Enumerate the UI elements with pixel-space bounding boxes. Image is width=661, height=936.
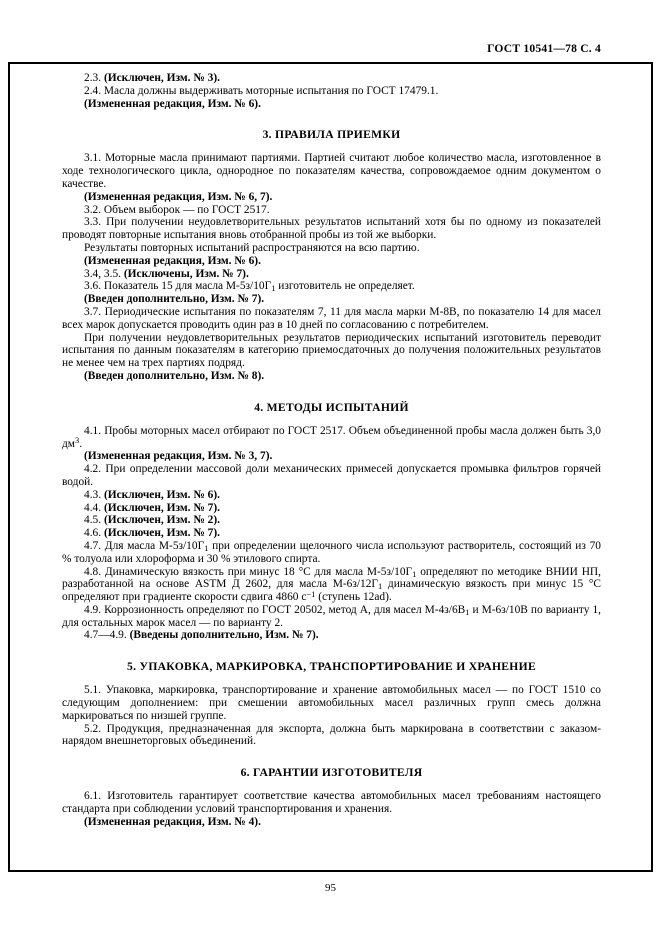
text-segment: (Введен дополнительно, Изм. № 8). bbox=[84, 369, 265, 382]
paragraph bbox=[62, 629, 601, 642]
text-segment: (Измененная редакция, Изм. № 6, 7). bbox=[84, 190, 273, 203]
section-heading: 3. ПРАВИЛА ПРИЕМКИ bbox=[262, 128, 401, 142]
text-segment: (Измененная редакция, Изм. № 3, 7). bbox=[84, 450, 273, 463]
paragraph bbox=[62, 566, 601, 604]
paragraph bbox=[62, 723, 601, 749]
text-segment: 5.2. Продукция, предназначенная для экспорта, должна быть маркирована в соответствии с заказом-нарядом внешнеторговых объединений. bbox=[62, 722, 601, 748]
text-segment: 3.6. Показатель 15 для масла М-5з/10Г bbox=[84, 280, 272, 293]
text-segment: и М-6з/10В по варианту 1, для остальных марок масел — по варианту 2. bbox=[62, 603, 601, 629]
text-segment: Результаты повторных испытаний распространяются на всю партию. bbox=[84, 241, 420, 254]
text-segment: (Исключен, Изм. № 6). bbox=[103, 488, 220, 501]
text-segment: (Введен дополнительно, Изм. № 7). bbox=[84, 293, 265, 306]
text-segment: (Измененная редакция, Изм. № 6). bbox=[84, 254, 261, 267]
paragraph bbox=[62, 489, 601, 502]
paragraph bbox=[62, 268, 601, 281]
text-segment: (ступень 12ad). bbox=[315, 591, 392, 604]
text-segment: −1 bbox=[306, 588, 316, 599]
text-segment: (Измененная редакция, Изм. № 4). bbox=[84, 815, 261, 828]
text-segment: 4.5. bbox=[84, 514, 104, 527]
text-segment: 3.3. При получении неудовлетворительных результатов испытаний хотя бы по одному из показателей проводят повторные испытания вновь отобранной пробы из той же выборки. bbox=[62, 216, 601, 242]
text-segment: (Введены дополнительно, Изм. № 7). bbox=[129, 629, 319, 642]
text-segment: при определении щелочного числа используют растворитель, состоящий из 70 % толуола или хлороформа и 30 % этилового спирта. bbox=[62, 539, 601, 565]
paragraph bbox=[62, 191, 601, 204]
paragraph bbox=[62, 684, 601, 722]
text-segment: 1 bbox=[378, 581, 383, 592]
text-segment: 4.7. Для масла М-5з/10Г bbox=[84, 539, 205, 552]
text-segment: 4.8. Динамическую вязкость при минус 18 °С для масла М-5з/10Г bbox=[84, 565, 413, 578]
text-segment: 3.4, 3.5. bbox=[84, 267, 124, 280]
paragraph bbox=[62, 450, 601, 463]
text-segment: 1 bbox=[412, 568, 417, 579]
page-number: 95 bbox=[325, 882, 336, 894]
text-segment: (Исключен, Изм. № 7). bbox=[103, 527, 220, 540]
paragraph bbox=[62, 242, 601, 255]
paragraph bbox=[62, 425, 601, 451]
paragraph bbox=[62, 527, 601, 540]
text-segment: изготовитель не определяет. bbox=[275, 280, 415, 293]
section-heading: 5. УПАКОВКА, МАРКИРОВКА, ТРАНСПОРТИРОВАНИЕ И ХРАНЕНИЕ bbox=[127, 660, 536, 674]
text-segment: (Измененная редакция, Изм. № 6). bbox=[84, 97, 261, 110]
paragraph bbox=[62, 816, 601, 829]
paragraph bbox=[62, 463, 601, 489]
text-segment: 4.7—4.9. bbox=[84, 629, 130, 642]
text-segment: 4.9. Коррозионность определяют по ГОСТ 20502, метод А, для масел М-4з/6В bbox=[84, 603, 466, 616]
text-segment: 1 bbox=[204, 542, 209, 553]
text-segment: 5.1. Упаковка, маркировка, транспортирование и хранение автомобильных масел — по ГОСТ 1510 со следующим дополнением: при смешении автомобильных масел различных групп смесь должна маркироваться по низшей группе. bbox=[62, 684, 601, 722]
paragraph bbox=[62, 72, 601, 85]
section-heading: 4. МЕТОДЫ ИСПЫТАНИЙ bbox=[254, 400, 409, 414]
text-segment: определяют по методике ВНИИ НП, разработанной на основе АSТМ Д 2602, для масла М-6з/12Г bbox=[62, 565, 602, 591]
paragraph bbox=[62, 216, 601, 242]
text-segment: (Исключены, Изм. № 7). bbox=[123, 267, 249, 280]
paragraph bbox=[62, 540, 601, 566]
text-segment: 4.3. bbox=[84, 488, 104, 501]
text-segment: 2.3. bbox=[84, 72, 104, 84]
text-segment: 3.2. Объем выборок — по ГОСТ 2517. bbox=[84, 203, 270, 216]
paragraph bbox=[62, 502, 601, 515]
paragraph bbox=[62, 255, 601, 268]
text-segment: 1 bbox=[271, 283, 276, 294]
text-segment: 4.2. При определении массовой доли механических примесей допускается промывка фильтров горячей водой. bbox=[62, 463, 601, 488]
text-segment: 1 bbox=[465, 606, 470, 617]
text-segment: (Исключен, Изм. № 3). bbox=[103, 72, 220, 84]
text-segment: 3 bbox=[75, 435, 80, 446]
paragraph bbox=[62, 306, 601, 332]
paragraph bbox=[62, 293, 601, 306]
text-segment: . bbox=[79, 437, 83, 450]
page-border-frame bbox=[8, 62, 653, 872]
text-segment: 6.1. Изготовитель гарантирует соответствие качества автомобильных масел требованиям настоящего стандарта при соблюдении условий транспортирования и хранения. bbox=[62, 790, 601, 816]
paragraph bbox=[62, 604, 601, 630]
text-segment: (Исключен, Изм. № 7). bbox=[103, 501, 220, 514]
text-segment: При получении неудовлетворительных результатов периодических испытаний изготовитель переводит испытания по данным показателям в категорию приемосдаточных до получения положительных результатов не менее чем на трех партиях подряд. bbox=[62, 331, 601, 370]
paragraph bbox=[62, 370, 601, 383]
document-body bbox=[10, 64, 651, 829]
paragraph bbox=[62, 790, 601, 816]
text-segment: 3.1. Моторные масла принимают партиями. Партией считают любое количество масла, изготовленное в ходе технологического цикла, однородное по показателям качества, сопровождаемое одним документом о качестве. bbox=[62, 152, 601, 190]
paragraph bbox=[62, 332, 601, 370]
text-segment: 4.1. Пробы моторных масел отбирают по ГОСТ 2517. Объем объединенной пробы масла должен быть 3,0 дм bbox=[62, 424, 601, 450]
text-segment: (Исключен, Изм. № 2). bbox=[103, 514, 220, 527]
paragraph bbox=[62, 514, 601, 527]
document-header: ГОСТ 10541—78 С. 4 bbox=[487, 42, 601, 55]
paragraph bbox=[62, 85, 601, 98]
text-segment: 4.4. bbox=[84, 501, 104, 514]
paragraph bbox=[62, 152, 601, 190]
section-heading: 6. ГАРАНТИИ ИЗГОТОВИТЕЛЯ bbox=[240, 766, 423, 780]
text-segment: динамическую вязкость при минус 15 °С определяют при градиенте скорости сдвига 4860 с bbox=[62, 578, 601, 604]
paragraph bbox=[62, 204, 601, 217]
text-segment: 4.6. bbox=[84, 527, 104, 540]
text-segment: 3.7. Периодические испытания по показателям 7, 11 для масла марки М-8В, по показателю 14 для масел всех марок допускается проводить один раз в 10 дней по согласованию с потребителем. bbox=[62, 305, 601, 331]
paragraph bbox=[62, 98, 601, 111]
paragraph bbox=[62, 280, 601, 293]
text-segment: 2.4. Масла должны выдерживать моторные испытания по ГОСТ 17479.1. bbox=[84, 84, 439, 97]
